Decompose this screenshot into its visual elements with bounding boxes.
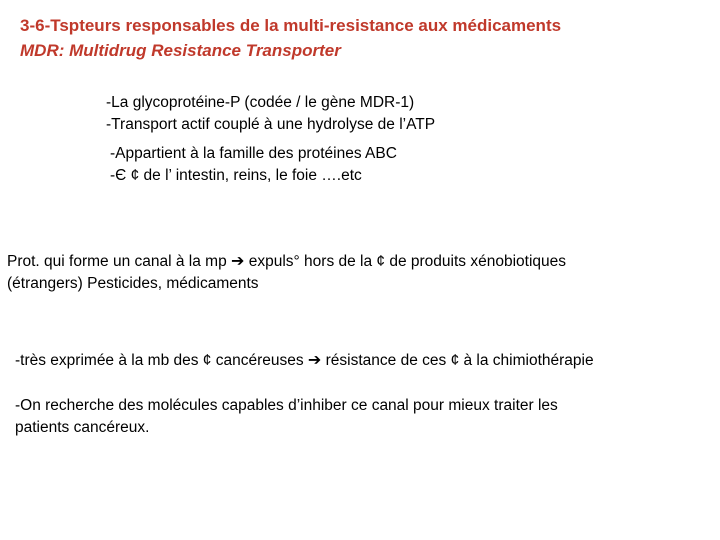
title-line: 3-6-Tspteurs responsables de la multi-resistance aux médicaments: [20, 16, 562, 35]
text-line: [7, 251, 566, 273]
text-block-abc-family: [110, 143, 397, 187]
right-arrow-icon: ➔: [231, 253, 245, 270]
text-line: -Є ¢ de l’ intestin, reins, le foie ….etc: [110, 167, 362, 184]
text-line: (étrangers) Pesticides, médicaments: [7, 275, 259, 292]
text-line: -La glycoprotéine-P (codée / le gène MDR-1): [106, 94, 415, 111]
text-line: [15, 350, 594, 372]
text-fragment: Prot. qui forme un canal à la mp: [7, 253, 227, 270]
title-subtitle: MDR: Multidrug Resistance Transporter: [20, 41, 341, 60]
text-fragment: -très exprimée à la mb des ¢ cancéreuses: [15, 352, 304, 369]
text-fragment: résistance de ces ¢ à la chimiothérapie: [325, 352, 594, 369]
slide-title: [20, 13, 561, 63]
text-block-glycoprotein: [106, 92, 435, 136]
text-block-expression: [15, 350, 594, 372]
text-block-channel: [7, 251, 566, 295]
text-fragment: expuls° hors de la ¢ de produits xénobiotiques: [248, 253, 566, 270]
right-arrow-icon: ➔: [307, 352, 322, 369]
text-line: patients cancéreux.: [15, 419, 150, 436]
text-line: -On recherche des molécules capables d’inhiber ce canal pour mieux traiter les: [15, 397, 558, 414]
text-block-research: [15, 395, 558, 439]
text-line: -Transport actif couplé à une hydrolyse de l’ATP: [106, 116, 436, 133]
text-line: -Appartient à la famille des protéines ABC: [110, 145, 397, 162]
